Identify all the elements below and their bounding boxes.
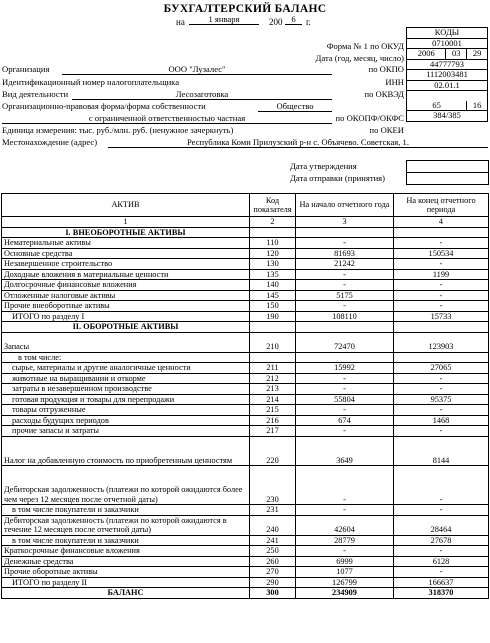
row-start-value: 3649 xyxy=(296,436,394,466)
table-row xyxy=(2,546,489,557)
row-code: 231 xyxy=(250,505,296,516)
row-start-value: 21242 xyxy=(296,259,394,270)
row-code: 300 xyxy=(250,588,296,599)
org-value: ООО "Лузалес" xyxy=(62,64,332,75)
row-start-value: - xyxy=(296,405,394,416)
row-code: 214 xyxy=(250,394,296,405)
id-label: Идентификационный номер налогоплательщика xyxy=(2,77,180,87)
row-start-value: - xyxy=(296,301,394,312)
row-end-value: 123903 xyxy=(394,332,489,352)
row-start-value: - xyxy=(296,373,394,384)
row-end-value: 166637 xyxy=(394,577,489,588)
row-label: животные на выращивании и откорме xyxy=(2,373,250,384)
row-start-value: 6999 xyxy=(296,556,394,567)
row-code: 260 xyxy=(250,556,296,567)
col-num-4: 4 xyxy=(394,217,489,228)
row-end-value: 150534 xyxy=(394,248,489,259)
row-label: Прочие внеоборотные активы xyxy=(2,301,250,312)
activity-label: Вид деятельности xyxy=(2,89,69,99)
row-label: товары отгруженные xyxy=(2,405,250,416)
row-start-value: 126799 xyxy=(296,577,394,588)
row-code: 290 xyxy=(250,577,296,588)
table-row xyxy=(2,535,489,546)
row-label: в том числе покупатели и заказчики xyxy=(2,535,250,546)
send-label: Дата отправки (принятия) xyxy=(290,173,385,183)
table-row xyxy=(2,577,489,588)
row-label: Налог на добавленную стоимость по приобретенным ценностям xyxy=(2,436,250,466)
table-row xyxy=(2,426,489,437)
row-label: Доходные вложения в материальные ценности xyxy=(2,269,250,280)
row-end-value: 27678 xyxy=(394,535,489,546)
row-end-value: - xyxy=(394,280,489,291)
row-code: 230 xyxy=(250,466,296,505)
date-month: 03 xyxy=(446,49,467,60)
row-code: 220 xyxy=(250,436,296,466)
row-start-value: - xyxy=(296,280,394,291)
row-label: в том числе: xyxy=(2,352,250,363)
table-row xyxy=(2,384,489,395)
okpo-value: 44777793 xyxy=(407,59,488,70)
row-code: 140 xyxy=(250,280,296,291)
table-row xyxy=(2,248,489,259)
row-end-value: 318370 xyxy=(394,588,489,599)
okfs-value: 16 xyxy=(467,101,488,111)
row-label: Дебиторская задолженность (платежи по которой ожидаются в течение 12 месяцев после отчетной даты) xyxy=(2,515,250,535)
row-start-value: 81693 xyxy=(296,248,394,259)
row-start-value: - xyxy=(296,269,394,280)
row-start-value: - xyxy=(296,238,394,249)
row-code: 217 xyxy=(250,426,296,437)
okopf-label: по ОКОПФ/ОКФС xyxy=(335,113,404,123)
row-code: 135 xyxy=(250,269,296,280)
col-num-2: 2 xyxy=(250,217,296,228)
row-end-value: - xyxy=(394,238,489,249)
date-year: 2006 xyxy=(407,49,446,60)
row-label: Запасы xyxy=(2,332,250,352)
row-label: Денежные средства xyxy=(2,556,250,567)
row-label: Нематериальные активы xyxy=(2,238,250,249)
okud-label: Форма № 1 по ОКУД xyxy=(326,41,404,51)
row-end-value: - xyxy=(394,384,489,395)
legal-value-2: с ограниченной ответственностью частная xyxy=(2,113,332,124)
row-label: ИТОГО по разделу II xyxy=(2,577,250,588)
row-label: Незавершенное строительство xyxy=(2,259,250,270)
row-label: Основные средства xyxy=(2,248,250,259)
date-field: 1 января xyxy=(189,14,259,25)
row-start-value: 72470 xyxy=(296,332,394,352)
section-empty-cell xyxy=(394,227,489,238)
row-end-value: - xyxy=(394,259,489,270)
table-row xyxy=(2,363,489,374)
row-label: в том числе покупатели и заказчики xyxy=(2,505,250,516)
row-start-value: 15992 xyxy=(296,363,394,374)
row-code: 240 xyxy=(250,515,296,535)
row-start-value: 108110 xyxy=(296,311,394,322)
section-empty-cell xyxy=(394,322,489,333)
row-code: 210 xyxy=(250,332,296,352)
balance-total-row xyxy=(2,588,489,599)
okopf-value: 65 xyxy=(407,101,467,111)
row-end-value: 15733 xyxy=(394,311,489,322)
row-end-value: - xyxy=(394,466,489,505)
row-label: сырье, материалы и другие аналогичные ценности xyxy=(2,363,250,374)
row-code: 270 xyxy=(250,567,296,578)
row-start-value: - xyxy=(296,384,394,395)
row-code: 120 xyxy=(250,248,296,259)
row-code xyxy=(250,352,296,363)
table-row xyxy=(2,556,489,567)
row-label: Дебиторская задолженность (платежи по которой ожидаются более чем через 12 месяцев после отчетной даты) xyxy=(2,466,250,505)
col-num-3: 3 xyxy=(296,217,394,228)
codes-table xyxy=(406,27,488,122)
on-label: на xyxy=(176,17,185,27)
header-start: На начало отчетного года xyxy=(296,194,394,217)
org-label: Организация xyxy=(2,64,50,74)
table-row xyxy=(2,567,489,578)
row-label: Долгосрочные финансовые вложения xyxy=(2,280,250,291)
table-row xyxy=(2,405,489,416)
row-code: 213 xyxy=(250,384,296,395)
table-row xyxy=(2,259,489,270)
row-label: БАЛАНС xyxy=(2,588,250,599)
row-start-value: - xyxy=(296,505,394,516)
table-row xyxy=(2,352,489,363)
balance-table xyxy=(1,193,489,599)
header-end: На конец отчетного периода xyxy=(394,194,489,217)
activity-value: Лесозаготовка xyxy=(72,89,332,100)
table-row xyxy=(2,290,489,301)
table-row xyxy=(2,394,489,405)
header-code: Код показателя xyxy=(250,194,296,217)
row-end-value: - xyxy=(394,505,489,516)
row-end-value xyxy=(394,352,489,363)
row-start-value: - xyxy=(296,546,394,557)
section-empty-cell xyxy=(250,322,296,333)
okud-value: 0710001 xyxy=(407,38,488,49)
row-end-value: - xyxy=(394,405,489,416)
year-suffix: г. xyxy=(306,17,311,27)
table-row xyxy=(2,373,489,384)
legal-label: Организационно-правовая форма/форма собственности xyxy=(2,101,206,111)
address-value: Республика Коми Прилузский р-н с. Объячево. Советская, 1. xyxy=(108,137,488,148)
row-start-value: - xyxy=(296,466,394,505)
okved-value: 02.01.1 xyxy=(407,80,488,91)
table-row xyxy=(2,515,489,535)
row-end-value: 28464 xyxy=(394,515,489,535)
section-row xyxy=(2,227,489,238)
row-end-value: 1199 xyxy=(394,269,489,280)
okei-value: 384/385 xyxy=(407,111,488,122)
table-row xyxy=(2,332,489,352)
date-day: 29 xyxy=(467,49,488,60)
row-code: 215 xyxy=(250,405,296,416)
row-end-value: 8144 xyxy=(394,436,489,466)
row-end-value: - xyxy=(394,301,489,312)
legal-value-1: Общество xyxy=(258,101,332,112)
row-end-value: - xyxy=(394,546,489,557)
table-row xyxy=(2,311,489,322)
row-code: 241 xyxy=(250,535,296,546)
row-start-value: 1077 xyxy=(296,567,394,578)
row-label: Прочие оборотные активы xyxy=(2,567,250,578)
row-start-value: 55804 xyxy=(296,394,394,405)
col-num-1: 1 xyxy=(2,217,250,228)
row-start-value: 42604 xyxy=(296,515,394,535)
date-label: Дата (год, месяц, число) xyxy=(315,53,404,63)
row-code: 150 xyxy=(250,301,296,312)
row-label: затраты в незавершенном производстве xyxy=(2,384,250,395)
table-row xyxy=(2,238,489,249)
row-code: 216 xyxy=(250,415,296,426)
section-empty-cell xyxy=(250,227,296,238)
row-start-value: 674 xyxy=(296,415,394,426)
okpo-label: по ОКПО xyxy=(368,64,404,74)
row-end-value: - xyxy=(394,290,489,301)
row-end-value: 95375 xyxy=(394,394,489,405)
row-start-value: 28779 xyxy=(296,535,394,546)
inn-value: 1112003481 xyxy=(407,70,488,81)
row-start-value xyxy=(296,352,394,363)
row-end-value: 1468 xyxy=(394,415,489,426)
send-box xyxy=(406,172,489,185)
row-code: 110 xyxy=(250,238,296,249)
column-numbers-row xyxy=(2,217,489,228)
blank-cell xyxy=(407,91,488,101)
section-empty-cell xyxy=(296,227,394,238)
okved-label: по ОКВЭД xyxy=(364,89,404,99)
row-code: 130 xyxy=(250,259,296,270)
document-title: БУХГАЛТЕРСКИЙ БАЛАНС xyxy=(163,3,327,15)
year-digit: 6 xyxy=(285,14,302,25)
row-end-value: 27065 xyxy=(394,363,489,374)
row-start-value: 5175 xyxy=(296,290,394,301)
row-label: готовая продукция и товары для перепродажи xyxy=(2,394,250,405)
header-row xyxy=(2,194,489,217)
row-start-value: - xyxy=(296,426,394,437)
row-label: Отложенные налоговые активы xyxy=(2,290,250,301)
section-title: II. ОБОРОТНЫЕ АКТИВЫ xyxy=(2,322,250,333)
row-label: расходы будущих периодов xyxy=(2,415,250,426)
codes-title: КОДЫ xyxy=(407,28,488,39)
row-code: 145 xyxy=(250,290,296,301)
inn-label: ИНН xyxy=(385,77,404,87)
row-end-value: - xyxy=(394,426,489,437)
table-row xyxy=(2,505,489,516)
section-row xyxy=(2,322,489,333)
table-row xyxy=(2,269,489,280)
address-label: Местонахождение (адрес) xyxy=(2,137,98,147)
year-prefix: 200 xyxy=(269,17,283,27)
table-row xyxy=(2,301,489,312)
unit-label: Единица измерения: тыс. руб./млн. руб. (ненужное зачеркнуть) xyxy=(2,125,234,135)
table-row xyxy=(2,466,489,505)
table-row xyxy=(2,415,489,426)
section-empty-cell xyxy=(296,322,394,333)
table-row xyxy=(2,280,489,291)
row-code: 190 xyxy=(250,311,296,322)
table-row xyxy=(2,436,489,466)
header-aktiv: АКТИВ xyxy=(2,194,250,217)
row-end-value: 6128 xyxy=(394,556,489,567)
row-code: 211 xyxy=(250,363,296,374)
section-title: I. ВНЕОБОРОТНЫЕ АКТИВЫ xyxy=(2,227,250,238)
row-code: 212 xyxy=(250,373,296,384)
row-code: 250 xyxy=(250,546,296,557)
row-label: ИТОГО по разделу I xyxy=(2,311,250,322)
approve-label: Дата утверждения xyxy=(290,161,357,171)
okei-label: по ОКЕИ xyxy=(369,125,404,135)
row-end-value: - xyxy=(394,373,489,384)
row-label: Краткосрочные финансовые вложения xyxy=(2,546,250,557)
row-end-value: - xyxy=(394,567,489,578)
row-label: прочие запасы и затраты xyxy=(2,426,250,437)
row-start-value: 234909 xyxy=(296,588,394,599)
